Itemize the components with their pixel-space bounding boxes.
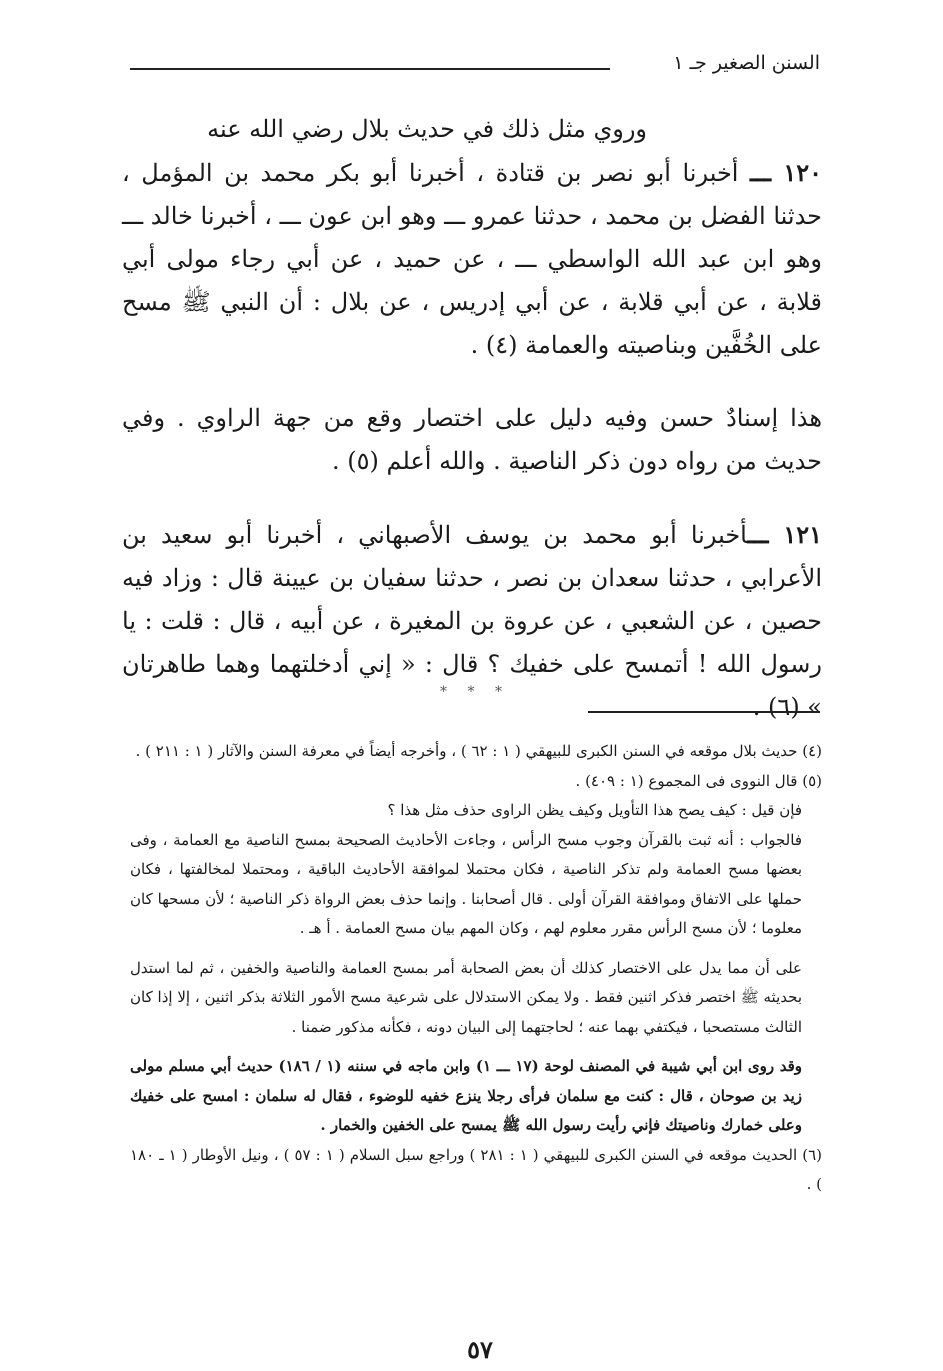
hadith-text-121: أخبرنا أبو محمد بن يوسف الأصبهاني ، أخبرنا أبو سعيد بن الأعرابي ، حدثنا سعدان بن نصر ، حدثنا سفيان بن عيينة قال : وزاد فيه حصين ، عن الشعبي ، عن عروة بن المغيرة ، عن أبيه ، قال : قلت : يا رسول الله ! أتمسح على خفيك ؟ قال : « إني أدخلتهما وهما طاهرتان » (٦) . (122, 521, 822, 721)
running-header (130, 52, 820, 80)
footnotes (130, 737, 822, 1200)
section-separator: * * * (440, 684, 510, 700)
footnote-5: (٥) قال النووى فى المجموع (١ : ٤٠٩) . (575, 771, 822, 790)
hadith-number-121: ١٢١ ـــ (747, 520, 822, 549)
editor-comment: هذا إسنادٌ حسن وفيه دليل على اختصار وقع من جهة الراوي . وفي حديث من رواه دون ذكر الناصية . والله أعلم (٥) . (122, 404, 822, 475)
footnote-5-note: على أن مما يدل على الاختصار كذلك أن بعض الصحابة أمر بمسح العمامة والناصية والخفين ، ثم لما استدل بحديثه ﷺ اختصر فذكر اثنين فقط . ولا يمكن الاستدلال على شرعية مسح الأمور الثلاثة بذكر اثنين ، إلا إذا كان الثالث مستصحبا ، فيكتفي بهما عنه ؛ لحاجتهما إلى البيان دونه ، فكأنه مذكور ضمنا . (130, 958, 802, 1036)
main-text (122, 108, 822, 729)
intro-line: وروي مثل ذلك في حديث بلال رضي الله عنه (207, 115, 647, 143)
footnote-6: (٦) الحديث موقعه في السنن الكبرى للبيهقي ( ١ : ٢٨١ ) وراجع سبل السلام ( ١ : ٥٧ ) ، ونيل الأوطار ( ١ ـ ١٨٠ ) . (130, 1145, 822, 1193)
hadith-text-120: أخبرنا أبو نصر بن قتادة ، أخبرنا أبو بكر محمد بن المؤمل ، حدثنا الفضل بن محمد ، حدثنا عمرو ـــ وهو ابن عون ـــ ، أخبرنا خالد ـــ وهو ابن عبد الله الواسطي ـــ ، عن حميد ، عن أبي رجاء مولى أبي قلابة ، عن أبي قلابة ، عن أبي إدريس ، عن بلال : أن النبي ﷺ مسح على الخُفَّين وبناصيته والعمامة (٤) . (122, 159, 823, 359)
footnote-4: (٤) حديث بلال موقعه في السنن الكبرى للبيهقي ( ١ : ٦٢ ) ، وأخرجه أيضاً في معرفة السنن والآثار ( ١ : ٢١١ ) . (135, 742, 822, 760)
hadith-number-120: ١٢٠ ـــ (749, 158, 823, 187)
book-title: السنن الصغير جـ ١ (673, 52, 820, 74)
hadith-120 (122, 151, 822, 367)
footnote-5-narration: وقد روى ابن أبي شيبة في المصنف لوحة (١٧ ـــ ١) وابن ماجه في سننه (١ / ١٨٦) حديث أبي مسلم مولى زيد بن صوحان ، قال : كنت مع سلمان فرأى رجلا ينزع خفيه للوضوء ، فقال له سلمان : امسح على خفيك وعلى خمارك وناصيتك فإني رأيت رسول الله ﷺ يمسح على الخفين والخمار . (130, 1057, 802, 1134)
footnote-5-question: فإن قيل : كيف يصح هذا التأويل وكيف يظن الراوى حذف مثل هذا ؟ (387, 801, 802, 819)
footnote-rule (588, 711, 820, 713)
footnote-5-answer: فالجواب : أنه ثبت بالقرآن وجوب مسح الرأس ، وجاءت الأحاديث الصحيحة بمسح الناصية مع العمامة ، وفى بعضها مسح العمامة ولم تذكر الناصية ، فكان محتملا لموافقة الأحاديث الباقية ، ومحتملا لمخالفتها ، فكان حملها على الاتفاق وموافقة القرآن أولى . قال أصحابنا . وإنما حذف بعض الرواة ذكر الناصية ؛ لأن مسحها كان معلوما ؛ لأن مسح الرأس مقرر معلوم لهم ، وكان المهم بيان مسح العمامة . أ هـ . (130, 830, 802, 937)
header-rule (130, 68, 610, 70)
page-number: ٥٧ (467, 1335, 493, 1364)
